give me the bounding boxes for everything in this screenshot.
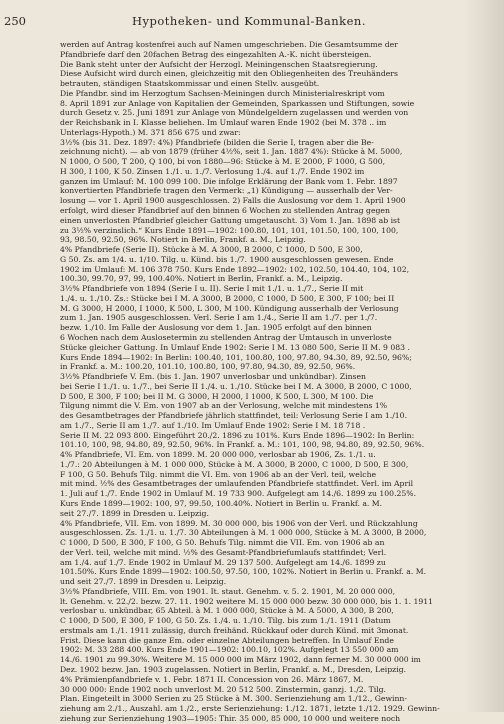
text-line: C 1000, D 500, E 300, F 100, G 50. Behufs Tilg. nimmt die VII. Em. von 1906 ab an bbox=[60, 538, 385, 548]
text-line: 4% Prämienpfandbriefe v. 1. Febr. 1871 II. Concession von 26. März 1867, M. bbox=[60, 674, 364, 684]
text-line: 3½% Pfandbriefe, VIII. Em. von 1901. It. staut. Genehm. v. 5. 2. 1901, M. 20 000 000, bbox=[60, 586, 396, 596]
text-line: 1902: M. 33 288 400. Kurs Ende 1901—1902: 100.10, 102%. Aufgelegt 13 550 000 am bbox=[60, 645, 399, 655]
text-line: 1./7.: 20 Abteilungen à M. 1 000 000, Stücke à M. A 3000, B 2000, C 1000, D 500, E 300, bbox=[60, 459, 409, 469]
text-line: 93, 98.50, 92.50, 96%. Notiert in Berlin, Frankf. a. M., Leipzig. bbox=[60, 235, 306, 245]
text-line: 30 000 000: Ende 1902 noch unverlost M. 20 512 500. Zinstermin, ganzj. 1./2. Tilg. bbox=[60, 684, 386, 694]
text-line: G 50. Zs. am 1/4. u. 1/10. Tilg. u. Künd. bis 1./7. 1900 ausgeschlossen gewesen. Ende bbox=[60, 254, 394, 264]
text-line: 101.50%. Kurs Ende 1899—1902: 100.50, 97.50, 100, 102%. Notiert in Berlin u. Frankf. a. M. bbox=[60, 567, 427, 577]
text-line: erstmals am 1./1. 1911 zulässig, durch freihänd. Rückkauf oder durch Künd. mit 3monat. bbox=[60, 625, 409, 635]
text-line: verlosbar u. unkündbar, 65 Abteil. à M. 1 000 000, Stücke à M. A 5000, A 300, B 200, bbox=[60, 606, 394, 616]
text-line: 101.10, 100, 98, 94.80, 89, 92.50, 96%. In Frankf. a. M.: 101, 100, 98, 94.80, 89, 92.50, 96%. bbox=[60, 440, 425, 450]
text-line: durch Gesetz v. 25. Juni 1891 zur Anlage von Mündelgeldern zugelassen und werden von bbox=[60, 108, 409, 118]
text-line: konvertierten Pfandbriefe tragen den Vermerk: „1) Kündigung — ausserhalb der Ver- bbox=[60, 186, 393, 196]
text-line: zeichnung nicht). — ab von 1879 (früher 4½%, seit 1. Jan. 1887 4%): Stücke à M. 5000, bbox=[60, 147, 403, 157]
text-line: Plan. Eingeteilt in 3000 Serien zu 25 Stücke à M. 300. Serienziehung am 1./12., Gewinn- bbox=[60, 694, 407, 704]
text-line: 1902 im Umlauf: M. 106 378 750. Kurs Ende 1892—1902: 102, 102.50, 104.40, 104, 102, bbox=[60, 264, 410, 274]
text-line: Die Pfandbr. sind im Herzogtum Sachsen-Meiningen durch Ministerialreskript vom bbox=[60, 88, 385, 98]
text-line: 14./6. 1901 zu 99.30%. Weitere M. 15 000 000 im März 1902, dann ferner M. 30 000 000 im bbox=[60, 655, 421, 665]
text-line: Tilgung nimmt die V. Em. von 1907 ab an der Verlosung, welche mit mindestens 1% bbox=[60, 401, 388, 411]
page-number: 250 bbox=[4, 14, 26, 28]
text-line: Kurs Ende 1899—1902: 100, 97, 99.50, 100.40%. Notiert in Berlin u. Frankf. a. M. bbox=[60, 498, 383, 508]
text-line: Serie II M. 22 093 800. Eingeführt 20./2. 1896 zu 101%. Kurs Ende 1896—1902: In Berlin: bbox=[60, 430, 415, 440]
text-line: betrauten, ständigen Staatskommissar und einen Stellv. ausgeübt. bbox=[60, 79, 320, 89]
text-line: M. G 3000, H 2000, I 1000, K 500, L 300, M 100. Kündigung ausserhalb der Verlosung bbox=[60, 303, 399, 313]
text-line: Stücke gleicher Gattung. In Umlauf Ende 1902: Serie I M. 13 080 500, Serie II M. 9 083 . bbox=[60, 342, 410, 352]
text-line: 3½% (bis 31. Dez. 1897: 4%) Pfandbriefe (bilden die Serie I, tragen aber die Be- bbox=[60, 137, 374, 147]
text-line: des Gesamtbetrages der Pfandbriefe jährlich stattfindet, teil: Verlosung Serie I am 1./10. bbox=[60, 411, 408, 421]
text-line: in Frankf. a. M.: 100.20, 101.10, 100.80, 100, 97.80, 94.30, 89, 92.50, 96%. bbox=[60, 362, 356, 372]
page-header bbox=[4, 14, 494, 30]
text-line: lt. Genehm. v. 22./2. bezw. 27. 11. 1902 weitere M. 15 000 000 bezw. 30 000 000, bis 1. 1. 1911 bbox=[60, 596, 434, 606]
text-line: ausgeschlossen. Zs. 1./1. u. 1./7. 30 Abteilungen à M. 1 000 000, Stücke à M. A 3000, B 2000, bbox=[60, 528, 427, 538]
text-line: 4% Pfandbriefe, VII. Em. von 1899. M. 30 000 000, bis 1906 von der Verl. und Rückzahlung bbox=[60, 518, 418, 528]
text-line: Unterlags-Hypoth.) M. 371 856 675 und zwar: bbox=[60, 127, 241, 137]
text-line: Die Bank steht unter der Aufsicht der Herzogl. Meiningenschen Staatsregierung. bbox=[60, 59, 378, 69]
text-line: bei Serie I 1./1. u. 1./7., bei Serie II 1./4. u. 1./10. Stücke bei I M. A 3000, B 2000, C 1000, bbox=[60, 381, 412, 391]
text-line: 1./4. u. 1./10. Zs.: Stücke bei I M. A 3000, B 2000, C 1000, D 500, E 300, F 100; bei II bbox=[60, 293, 395, 303]
text-line: ganzen im Umlauf: M. 100 099 100. Die infolge Erklärung der Bank vom 1. Febr. 1897 bbox=[60, 176, 398, 186]
text-line: ziehung am 2./1., Auszahl. am 1./2., erste Serienziehung: 1./12. 1871, letzte 1./12. 1929. Gewinn- bbox=[60, 704, 440, 714]
text-line: 8. April 1891 zur Anlage von Kapitalien der Gemeinden, Sparkassen und Stiftungen, sowie bbox=[60, 98, 415, 108]
text-line: der Reichsbank in I. Klasse beliehen. Im Umlauf waren Ende 1902 (bei M. 378 .. im bbox=[60, 118, 387, 128]
running-title: Hypotheken- und Kommunal-Banken. bbox=[132, 14, 366, 28]
text-line: der Verl. teil, welche mit mind. ½% des Gesamt-Pfandbriefumlaufs stattfindet; Verl. bbox=[60, 547, 387, 557]
text-line: 4% Pfandbriefe, VI. Em. von 1899. M. 20 000 000, verlosbar ab 1906, Zs. 1./1. u. bbox=[60, 450, 376, 460]
text-line: mit mind. ½% des Gesamtbetrages der umlaufenden Pfandbriefe stattfindet. Verl. im April bbox=[60, 479, 414, 489]
text-line: Frist. Diese kann die ganze Em. oder einzelne Abteilungen betreffen. In Umlauf Ende bbox=[60, 635, 394, 645]
text-line: am 1./7., Serie II am 1./7. auf 1./10. Im Umlauf Ende 1902: Serie I M. 18 718 . bbox=[60, 420, 366, 430]
text-line: 3½% Pfandbriefe V. Em. (bis 1. Jan. 1907 unverlosbar und unkündbar). Zinsen bbox=[60, 372, 366, 382]
text-line: N 1000, O 500, T 200, Q 100, bi von 1880—96: Stücke à M. E 2000, F 1000, G 500, bbox=[60, 157, 386, 167]
page-edge-shadow bbox=[464, 0, 504, 712]
body-text bbox=[60, 40, 440, 724]
text-line: 3½% Pfandbriefe von 1894 (Serie I u. II). Serie I mit 1./1. u. 1./7., Serie II mit bbox=[60, 284, 364, 294]
text-line: erfolgt, wird dieser Pfandbrief auf den binnen 6 Wochen zu stellenden Antrag gegen bbox=[60, 206, 390, 216]
text-line: C 1000, D 500, E 300, F 100, G 50. Zs. 1./4. u. 1./10. Tilg. bis zum 1./1. 1911 (Datum bbox=[60, 616, 391, 626]
text-line: ziehung zur Serienziehung 1903—1905: Thir. 35 000, 85 000, 10 000 und weitere noch bbox=[60, 713, 401, 723]
text-line: 1. Juli auf 1./7. Ende 1902 in Umlauf M. 19 733 900. Aufgelegt am 14./6. 1899 zu 100.25%. bbox=[60, 489, 417, 499]
text-line: zu 3½% verzinslich.“ Kurs Ende 1891—1902: 100.80, 101, 101, 101.50, 100, 100, 100, bbox=[60, 225, 399, 235]
text-line: bezw. 1./10. Im Falle der Auslosung vor dem 1. Jan. 1905 erfolgt auf den binnen bbox=[60, 323, 372, 333]
text-line: 6 Wochen nach dem Auslosetermin zu stellenden Antrag der Umtausch in unverloste bbox=[60, 332, 392, 342]
text-line: 4% Pfandbriefe (Serie II). Stücke à M. A 3000, B 2000, C 1000, D 500, E 300, bbox=[60, 245, 363, 255]
text-line: D 500, E 300, F 100; bei II M. G 3000, H 2000, I 1000, K 500, L 300, M 100. Die bbox=[60, 391, 374, 401]
text-line: H 300, I 100, K 50. Zinsen 1./1. u. 1./7. Verlosung 1./4. auf 1./7. Ende 1902 im bbox=[60, 166, 365, 176]
text-line: Pfandbriefe darf den 20fachen Betrag des eingezahlten A.-K. nicht übersteigen. bbox=[60, 49, 372, 59]
text-line: F 100, G 50. Behufs Tilg. nimmt die VI. Em. von 1906 ab an der Verl. teil, welche bbox=[60, 469, 377, 479]
text-line: Dez. 1902 bezw. Jan. 1903 zugelassen. Notiert in Berlin, Frankf. a. M., Dresden, Leipzig. bbox=[60, 665, 407, 674]
text-line: losung — vor 1. April 1900 ausgeschlossen. 2) Falls die Auslosung vor dem 1. April 1900 bbox=[60, 196, 406, 206]
text-line: einen unverlosten Pfandbrief gleicher Gattung umgetauscht. 3) Vom 1. Jan. 1898 ab ist bbox=[60, 215, 401, 225]
text-line: Kurs Ende 1894—1902: In Berlin: 100.40, 101, 100.80, 100, 97.80, 94.30, 89, 92.50, 96%; bbox=[60, 352, 412, 362]
text-line: 100.30, 99.70, 97, 99, 100.40%. Notiert in Berlin, Frankf. a. M., Leipzig. bbox=[60, 274, 343, 284]
text-line: seit 27./7. 1899 in Dresden u. Leipzig. bbox=[60, 508, 209, 518]
text-line: am 1./4. auf 1./7. Ende 1902 in Umlauf M. 29 137 500. Aufgelegt am 14./6. 1899 zu bbox=[60, 557, 386, 567]
text-line: und seit 27./7. 1899 in Dresden u. Leipzig. bbox=[60, 577, 227, 587]
text-line: werden auf Antrag kostenfrei auch auf Namen umgeschrieben. Die Gesamtsumme der bbox=[60, 40, 398, 49]
text-line: Diese Aufsicht wird durch einen, gleichzeitig mit den Obliegenheiten des Treuhänders bbox=[60, 69, 398, 79]
text-line: zum 1. Jan. 1905 ausgeschlossen. Verl. Serie I am 1./4., Serie II am 1./7. per 1./7. bbox=[60, 313, 378, 323]
